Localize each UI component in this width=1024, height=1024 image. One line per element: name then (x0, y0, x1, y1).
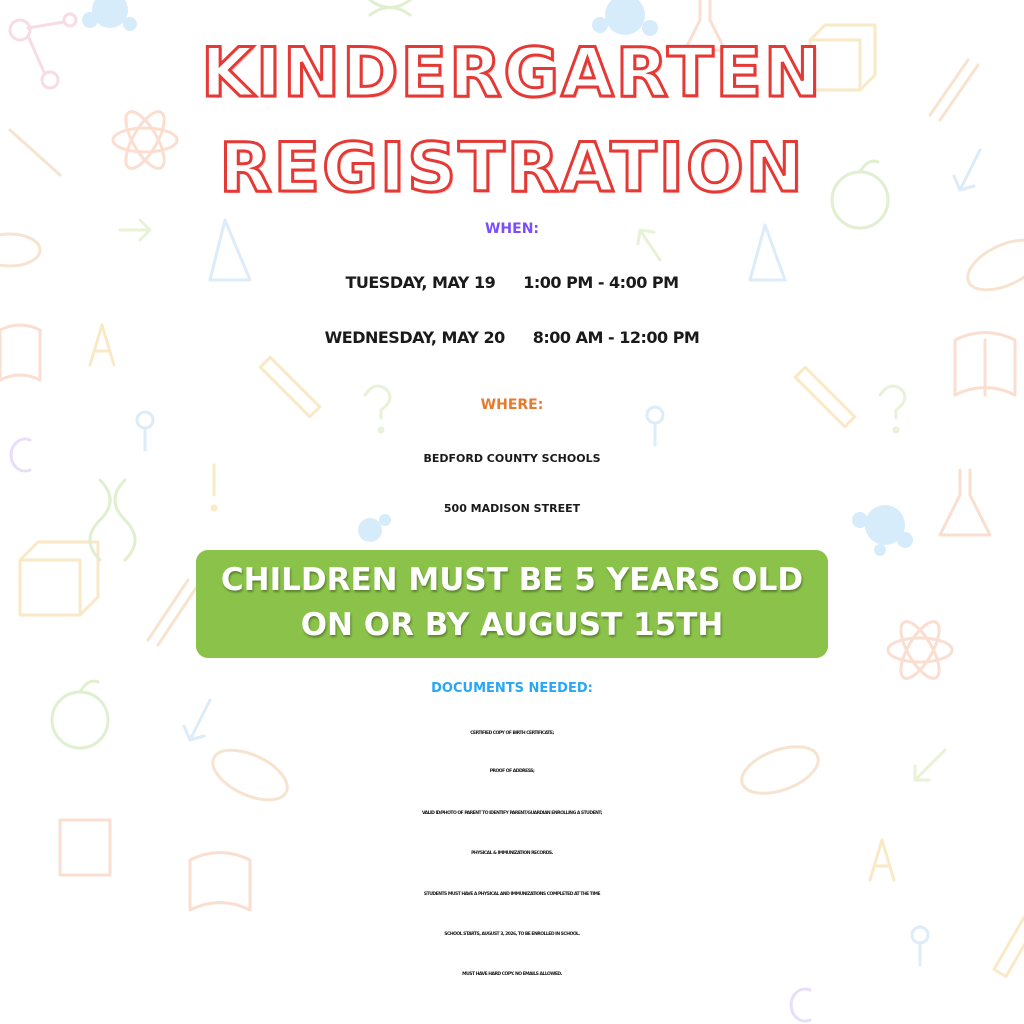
document-item: PHYSICAL & IMMUNIZATION RECORDS. (471, 851, 553, 856)
age-requirement-banner (196, 550, 828, 658)
age-requirement-line-2: ON OR BY AUGUST 15TH (300, 607, 724, 643)
document-note: SCHOOL STARTS, AUGUST 3, 2026, TO BE ENROLLED IN SCHOOL. (444, 932, 580, 937)
session-day: TUESDAY, MAY 19 (345, 273, 496, 292)
where-heading: WHERE: (480, 397, 544, 413)
document-note: STUDENTS MUST HAVE A PHYSICAL AND IMMUNIZATIONS COMPLETED AT THE TIME (423, 892, 601, 897)
location-name: BEDFORD COUNTY SCHOOLS (423, 452, 601, 465)
session-tuesday (0, 275, 1024, 291)
document-note: MUST HAVE HARD COPY. NO EMAILS ALLOWED. (462, 972, 562, 977)
documents-heading: DOCUMENTS NEEDED: (431, 681, 593, 696)
title-line-1: KINDERGARTEN (201, 34, 823, 113)
session-day: WEDNESDAY, MAY 20 (324, 328, 505, 347)
session-time: 8:00 AM - 12:00 PM (532, 328, 700, 347)
session-time: 1:00 PM - 4:00 PM (523, 273, 679, 292)
age-requirement-line-1: CHILDREN MUST BE 5 YEARS OLD (220, 562, 804, 598)
when-heading: WHEN: (484, 221, 540, 237)
document-item: CERTIFIED COPY OF BIRTH CERTIFICATE; (470, 731, 554, 736)
document-item: PROOF OF ADDRESS; (489, 769, 535, 774)
title-line-2: REGISTRATION (219, 129, 805, 208)
document-item: VALID ID/PHOTO OF PARENT TO IDENTIFY PARENT/GUARDIAN ENROLLING A STUDENT; (421, 811, 603, 816)
location-address: 500 MADISON STREET (443, 502, 581, 515)
session-wednesday (0, 330, 1024, 346)
